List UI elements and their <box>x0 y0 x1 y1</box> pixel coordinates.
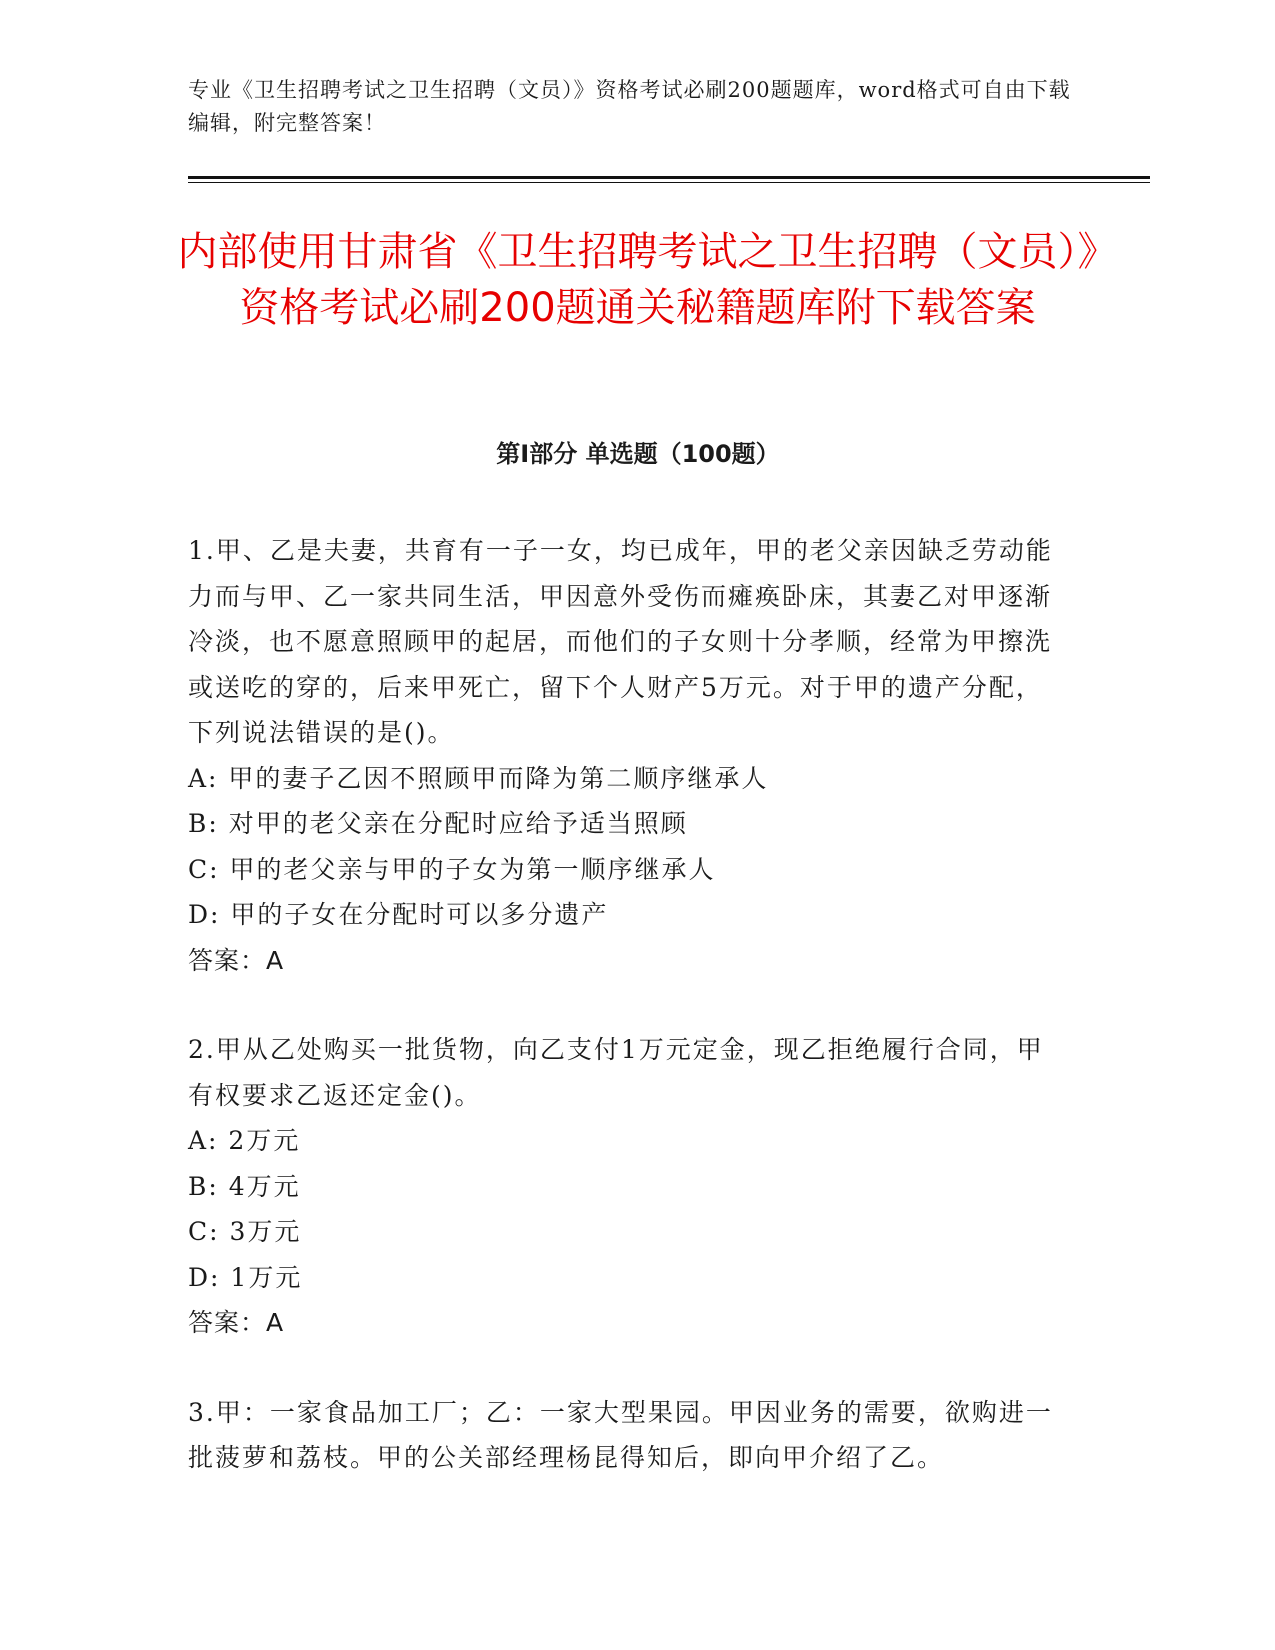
question-1 <box>188 528 1068 983</box>
question-stem: 1.甲、乙是夫妻，共育有一子一女，均已成年，甲的老父亲因缺乏劳动能力而与甲、乙一家共同生活，甲因意外受伤而瘫痪卧床，其妻乙对甲逐渐冷淡，也不愿意照顾甲的起居，而他们的子女则十分孝顺，经常为甲擦洗或送吃的穿的，后来甲死亡，留下个人财产5万元。对于甲的遗产分配，下列说法错误的是()。 <box>188 536 1053 747</box>
section-title: 第I部分 单选题（100题） <box>496 440 780 468</box>
header-rule-thin <box>188 182 1150 183</box>
option-a: A: 甲的妻子乙因不照顾甲而降为第二顺序继承人 <box>188 763 769 793</box>
option-c: C: 3万元 <box>188 1217 302 1246</box>
document-title: 内部使用甘肃省《卫生招聘考试之卫生招聘（文员）》资格考试必刷200题通关秘籍题库附下载答案 <box>177 229 1098 331</box>
option-a: A: 2万元 <box>188 1126 301 1155</box>
question-stem: 2.甲从乙处购买一批货物，向乙支付1万元定金，现乙拒绝履行合同，甲有权要求乙返还定金()。 <box>188 1035 1044 1110</box>
option-d: D: 甲的子女在分配时可以多分遗产 <box>188 900 609 929</box>
option-c: C: 甲的老父亲与甲的子女为第一顺序继承人 <box>188 854 716 884</box>
question-2 <box>188 1027 1068 1346</box>
question-stem: 3.甲：一家食品加工厂；乙：一家大型果园。甲因业务的需要，欲购进一批菠萝和荔枝。甲的公关部经理杨昆得知后，即向甲介绍了乙。 <box>188 1397 1053 1472</box>
question-list <box>188 528 1068 1525</box>
header-rule-thick <box>188 176 1150 179</box>
option-b: B: 4万元 <box>188 1171 301 1201</box>
option-d: D: 1万元 <box>188 1262 303 1292</box>
option-b: B: 对甲的老父亲在分配时应给予适当照顾 <box>188 809 688 838</box>
answer: 答案：A <box>188 945 285 975</box>
header-note: 专业《卫生招聘考试之卫生招聘（文员）》资格考试必刷200题题库，word格式可自由下载编辑，附完整答案！ <box>188 78 1071 135</box>
answer: 答案：A <box>188 1308 285 1337</box>
question-3 <box>188 1390 1068 1481</box>
